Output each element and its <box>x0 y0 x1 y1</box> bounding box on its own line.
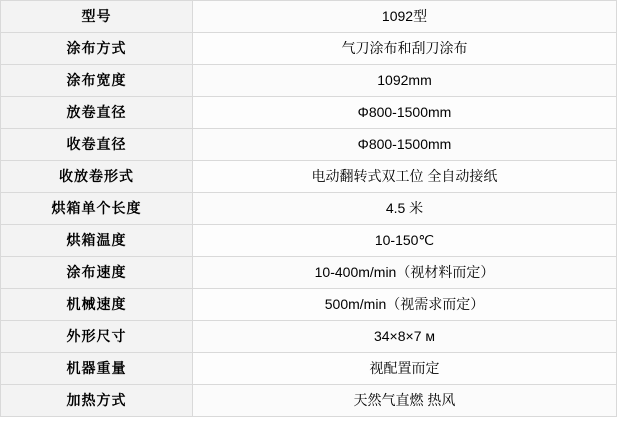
spec-label: 加热方式 <box>1 385 193 417</box>
table-row <box>1 97 617 129</box>
table-row <box>1 129 617 161</box>
table-row <box>1 385 617 417</box>
spec-value: 1092mm <box>193 65 617 97</box>
table-row <box>1 353 617 385</box>
table-body <box>1 1 617 417</box>
table-row <box>1 225 617 257</box>
spec-value: 1092型 <box>193 1 617 33</box>
spec-label: 烘箱温度 <box>1 225 193 257</box>
spec-label: 收卷直径 <box>1 129 193 161</box>
table-row <box>1 65 617 97</box>
spec-label: 放卷直径 <box>1 97 193 129</box>
spec-value: 视配置而定 <box>193 353 617 385</box>
spec-label: 涂布宽度 <box>1 65 193 97</box>
spec-label: 机械速度 <box>1 289 193 321</box>
spec-label: 机器重量 <box>1 353 193 385</box>
spec-label: 型号 <box>1 1 193 33</box>
table-row <box>1 321 617 353</box>
spec-value: 10-400m/min（视材料而定） <box>193 257 617 289</box>
spec-label: 涂布速度 <box>1 257 193 289</box>
spec-value: 10-150℃ <box>193 225 617 257</box>
table-row <box>1 193 617 225</box>
table-row <box>1 289 617 321</box>
spec-label: 烘箱单个长度 <box>1 193 193 225</box>
spec-value: 4.5 米 <box>193 193 617 225</box>
spec-value: Φ800-1500mm <box>193 97 617 129</box>
spec-value: 电动翻转式双工位 全自动接纸 <box>193 161 617 193</box>
spec-label: 外形尺寸 <box>1 321 193 353</box>
spec-value: 天然气直燃 热风 <box>193 385 617 417</box>
spec-value: 气刀涂布和刮刀涂布 <box>193 33 617 65</box>
table-row <box>1 161 617 193</box>
spec-value: 500m/min（视需求而定） <box>193 289 617 321</box>
spec-label: 收放卷形式 <box>1 161 193 193</box>
spec-value: 34×8×7 м <box>193 321 617 353</box>
table-row <box>1 257 617 289</box>
table-row <box>1 1 617 33</box>
spec-label: 涂布方式 <box>1 33 193 65</box>
table-row <box>1 33 617 65</box>
spec-value: Φ800-1500mm <box>193 129 617 161</box>
